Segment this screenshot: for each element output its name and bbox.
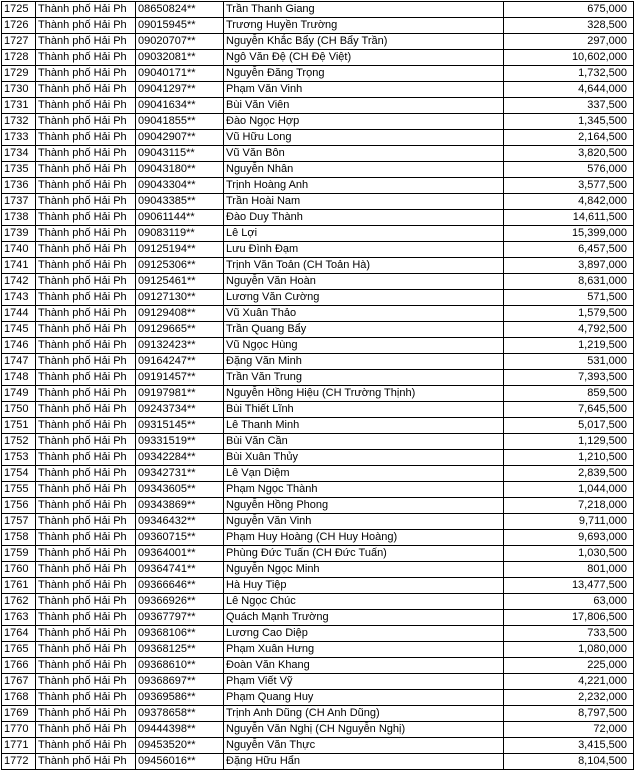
customer-name-cell[interactable]: Nguyễn Văn Nghị (CH Nguyễn Nghị) [224, 722, 504, 738]
phone-cell[interactable]: 09343605** [136, 482, 224, 498]
phone-cell[interactable]: 09041297** [136, 82, 224, 98]
table-row [2, 226, 634, 242]
amount-cell[interactable]: 15,399,000 [504, 226, 634, 242]
phone-cell[interactable]: 09041634** [136, 98, 224, 114]
phone-cell[interactable]: 09042907** [136, 130, 224, 146]
customer-name-cell[interactable]: Nguyễn Đăng Trọng [224, 66, 504, 82]
amount-cell[interactable]: 3,415,500 [504, 738, 634, 754]
customer-name-cell[interactable]: Vũ Xuân Thảo [224, 306, 504, 322]
table-row [2, 530, 634, 546]
row-number-cell[interactable]: 1731 [2, 98, 36, 114]
customer-name-cell[interactable]: Nguyễn Văn Hoàn [224, 274, 504, 290]
table-row [2, 242, 634, 258]
amount-cell[interactable]: 10,602,000 [504, 50, 634, 66]
row-number-cell[interactable]: 1768 [2, 690, 36, 706]
customer-name-cell[interactable]: Hà Huy Tiệp [224, 578, 504, 594]
city-cell[interactable]: Thành phố Hải Ph [36, 642, 136, 658]
customer-name-cell[interactable]: Bùi Văn Viên [224, 98, 504, 114]
phone-cell[interactable]: 09342731** [136, 466, 224, 482]
row-number-cell[interactable]: 1730 [2, 82, 36, 98]
amount-cell[interactable]: 1,579,500 [504, 306, 634, 322]
table-row [2, 290, 634, 306]
phone-cell[interactable]: 09342284** [136, 450, 224, 466]
phone-cell[interactable]: 09456016** [136, 754, 224, 770]
row-number-cell[interactable]: 1766 [2, 658, 36, 674]
phone-cell[interactable]: 09043304** [136, 178, 224, 194]
row-number-cell[interactable]: 1737 [2, 194, 36, 210]
city-cell[interactable]: Thành phố Hải Ph [36, 706, 136, 722]
row-number-cell[interactable]: 1747 [2, 354, 36, 370]
customer-name-cell[interactable]: Phạm Ngọc Thành [224, 482, 504, 498]
customer-name-cell[interactable]: Bùi Xuân Thủy [224, 450, 504, 466]
table-row [2, 402, 634, 418]
phone-cell[interactable]: 09191457** [136, 370, 224, 386]
amount-cell[interactable]: 531,000 [504, 354, 634, 370]
amount-cell[interactable]: 2,839,500 [504, 466, 634, 482]
phone-cell[interactable]: 09127130** [136, 290, 224, 306]
city-cell[interactable]: Thành phố Hải Ph [36, 498, 136, 514]
customer-table [1, 1, 634, 770]
phone-cell[interactable]: 09369586** [136, 690, 224, 706]
amount-cell[interactable]: 3,897,000 [504, 258, 634, 274]
phone-cell[interactable]: 09040171** [136, 66, 224, 82]
customer-name-cell[interactable]: Lưu Đình Đạm [224, 242, 504, 258]
customer-name-cell[interactable]: Trịnh Anh Dũng (CH Anh Dũng) [224, 706, 504, 722]
amount-cell[interactable]: 2,232,000 [504, 690, 634, 706]
city-cell[interactable]: Thành phố Hải Ph [36, 2, 136, 18]
city-cell[interactable]: Thành phố Hải Ph [36, 594, 136, 610]
table-row [2, 194, 634, 210]
amount-cell[interactable]: 801,000 [504, 562, 634, 578]
table-row [2, 754, 634, 770]
customer-name-cell[interactable]: Vũ Văn Bôn [224, 146, 504, 162]
phone-cell[interactable]: 09015945** [136, 18, 224, 34]
city-cell[interactable]: Thành phố Hải Ph [36, 82, 136, 98]
table-row [2, 66, 634, 82]
city-cell[interactable]: Thành phố Hải Ph [36, 546, 136, 562]
amount-cell[interactable]: 3,577,500 [504, 178, 634, 194]
table-row [2, 482, 634, 498]
amount-cell[interactable]: 9,711,000 [504, 514, 634, 530]
phone-cell[interactable]: 09243734** [136, 402, 224, 418]
amount-cell[interactable]: 14,611,500 [504, 210, 634, 226]
customer-name-cell[interactable]: Trương Huyền Trường [224, 18, 504, 34]
table-row [2, 258, 634, 274]
customer-name-cell[interactable]: Phạm Văn Vinh [224, 82, 504, 98]
row-number-cell[interactable]: 1746 [2, 338, 36, 354]
city-cell[interactable]: Thành phố Hải Ph [36, 98, 136, 114]
row-number-cell[interactable]: 1727 [2, 34, 36, 50]
table-row [2, 722, 634, 738]
phone-cell[interactable]: 09125194** [136, 242, 224, 258]
amount-cell[interactable]: 4,842,000 [504, 194, 634, 210]
row-number-cell[interactable]: 1754 [2, 466, 36, 482]
table-row [2, 370, 634, 386]
table-row [2, 498, 634, 514]
customer-name-cell[interactable]: Bùi Văn Cần [224, 434, 504, 450]
amount-cell[interactable]: 7,645,500 [504, 402, 634, 418]
row-number-cell[interactable]: 1736 [2, 178, 36, 194]
row-number-cell[interactable]: 1770 [2, 722, 36, 738]
table-row [2, 690, 634, 706]
city-cell[interactable]: Thành phố Hải Ph [36, 738, 136, 754]
city-cell[interactable]: Thành phố Hải Ph [36, 50, 136, 66]
amount-cell[interactable]: 4,792,500 [504, 322, 634, 338]
row-number-cell[interactable]: 1734 [2, 146, 36, 162]
phone-cell[interactable]: 09444398** [136, 722, 224, 738]
city-cell[interactable]: Thành phố Hải Ph [36, 658, 136, 674]
table-row [2, 626, 634, 642]
city-cell[interactable]: Thành phố Hải Ph [36, 418, 136, 434]
customer-name-cell[interactable]: Lê Vạn Diệm [224, 466, 504, 482]
customer-name-cell[interactable]: Trần Văn Trung [224, 370, 504, 386]
customer-name-cell[interactable]: Lê Thanh Minh [224, 418, 504, 434]
city-cell[interactable]: Thành phố Hải Ph [36, 466, 136, 482]
amount-cell[interactable]: 328,500 [504, 18, 634, 34]
phone-cell[interactable]: 09315145** [136, 418, 224, 434]
amount-cell[interactable]: 72,000 [504, 722, 634, 738]
customer-name-cell[interactable]: Trịnh Hoàng Anh [224, 178, 504, 194]
customer-name-cell[interactable]: Vũ Ngọc Hùng [224, 338, 504, 354]
amount-cell[interactable]: 3,820,500 [504, 146, 634, 162]
customer-name-cell[interactable]: Phùng Đức Tuấn (CH Đức Tuấn) [224, 546, 504, 562]
customer-name-cell[interactable]: Phạm Quang Huy [224, 690, 504, 706]
city-cell[interactable]: Thành phố Hải Ph [36, 290, 136, 306]
phone-cell[interactable]: 09032081** [136, 50, 224, 66]
row-number-cell[interactable]: 1758 [2, 530, 36, 546]
table-row [2, 338, 634, 354]
city-cell[interactable]: Thành phố Hải Ph [36, 146, 136, 162]
amount-cell[interactable]: 6,457,500 [504, 242, 634, 258]
phone-cell[interactable]: 08650824** [136, 2, 224, 18]
customer-name-cell[interactable]: Lương Cao Diệp [224, 626, 504, 642]
table-row [2, 578, 634, 594]
city-cell[interactable]: Thành phố Hải Ph [36, 434, 136, 450]
city-cell[interactable]: Thành phố Hải Ph [36, 114, 136, 130]
amount-cell[interactable]: 1,129,500 [504, 434, 634, 450]
customer-name-cell[interactable]: Lê Lợi [224, 226, 504, 242]
table-row [2, 162, 634, 178]
phone-cell[interactable]: 09197981** [136, 386, 224, 402]
row-number-cell[interactable]: 1745 [2, 322, 36, 338]
row-number-cell[interactable]: 1729 [2, 66, 36, 82]
city-cell[interactable]: Thành phố Hải Ph [36, 194, 136, 210]
customer-name-cell[interactable]: Đào Duy Thành [224, 210, 504, 226]
customer-name-cell[interactable]: Nguyễn Khắc Bẩy (CH Bẩy Trần) [224, 34, 504, 50]
city-cell[interactable]: Thành phố Hải Ph [36, 306, 136, 322]
customer-name-cell[interactable]: Nguyễn Văn Vinh [224, 514, 504, 530]
city-cell[interactable]: Thành phố Hải Ph [36, 578, 136, 594]
city-cell[interactable]: Thành phố Hải Ph [36, 610, 136, 626]
phone-cell[interactable]: 09043385** [136, 194, 224, 210]
city-cell[interactable]: Thành phố Hải Ph [36, 674, 136, 690]
table-row [2, 450, 634, 466]
phone-cell[interactable]: 09343869** [136, 498, 224, 514]
customer-name-cell[interactable]: Nguyễn Nhân [224, 162, 504, 178]
city-cell[interactable]: Thành phố Hải Ph [36, 626, 136, 642]
amount-cell[interactable]: 8,631,000 [504, 274, 634, 290]
phone-cell[interactable]: 09043180** [136, 162, 224, 178]
row-number-cell[interactable]: 1743 [2, 290, 36, 306]
row-number-cell[interactable]: 1741 [2, 258, 36, 274]
table-row [2, 114, 634, 130]
amount-cell[interactable]: 1,030,500 [504, 546, 634, 562]
amount-cell[interactable]: 733,500 [504, 626, 634, 642]
phone-cell[interactable]: 09364001** [136, 546, 224, 562]
customer-name-cell[interactable]: Trần Thanh Giang [224, 2, 504, 18]
amount-cell[interactable]: 297,000 [504, 34, 634, 50]
row-number-cell[interactable]: 1744 [2, 306, 36, 322]
row-number-cell[interactable]: 1771 [2, 738, 36, 754]
table-row [2, 210, 634, 226]
customer-name-cell[interactable]: Nguyễn Hồng Phong [224, 498, 504, 514]
phone-cell[interactable]: 09041855** [136, 114, 224, 130]
city-cell[interactable]: Thành phố Hải Ph [36, 530, 136, 546]
row-number-cell[interactable]: 1732 [2, 114, 36, 130]
row-number-cell[interactable]: 1750 [2, 402, 36, 418]
city-cell[interactable]: Thành phố Hải Ph [36, 450, 136, 466]
amount-cell[interactable]: 17,806,500 [504, 610, 634, 626]
table-row [2, 306, 634, 322]
row-number-cell[interactable]: 1755 [2, 482, 36, 498]
amount-cell[interactable]: 1,080,000 [504, 642, 634, 658]
table-row [2, 146, 634, 162]
row-number-cell[interactable]: 1753 [2, 450, 36, 466]
customer-name-cell[interactable]: Quách Mạnh Trường [224, 610, 504, 626]
city-cell[interactable]: Thành phố Hải Ph [36, 370, 136, 386]
city-cell[interactable]: Thành phố Hải Ph [36, 690, 136, 706]
city-cell[interactable]: Thành phố Hải Ph [36, 178, 136, 194]
city-cell[interactable]: Thành phố Hải Ph [36, 482, 136, 498]
customer-name-cell[interactable]: Ngô Văn Đệ (CH Đệ Việt) [224, 50, 504, 66]
phone-cell[interactable]: 09125461** [136, 274, 224, 290]
customer-name-cell[interactable]: Phạm Huy Hoàng (CH Huy Hoàng) [224, 530, 504, 546]
city-cell[interactable]: Thành phố Hải Ph [36, 338, 136, 354]
phone-cell[interactable]: 09132423** [136, 338, 224, 354]
city-cell[interactable]: Thành phố Hải Ph [36, 242, 136, 258]
amount-cell[interactable]: 337,500 [504, 98, 634, 114]
amount-cell[interactable]: 13,477,500 [504, 578, 634, 594]
amount-cell[interactable]: 4,644,000 [504, 82, 634, 98]
row-number-cell[interactable]: 1767 [2, 674, 36, 690]
customer-name-cell[interactable]: Vũ Hữu Long [224, 130, 504, 146]
amount-cell[interactable]: 4,221,000 [504, 674, 634, 690]
phone-cell[interactable]: 09164247** [136, 354, 224, 370]
row-number-cell[interactable]: 1740 [2, 242, 36, 258]
city-cell[interactable]: Thành phố Hải Ph [36, 66, 136, 82]
phone-cell[interactable]: 09367797** [136, 610, 224, 626]
table-row [2, 562, 634, 578]
phone-cell[interactable]: 09368697** [136, 674, 224, 690]
row-number-cell[interactable]: 1764 [2, 626, 36, 642]
amount-cell[interactable]: 9,693,000 [504, 530, 634, 546]
city-cell[interactable]: Thành phố Hải Ph [36, 386, 136, 402]
customer-name-cell[interactable]: Lê Ngọc Chúc [224, 594, 504, 610]
phone-cell[interactable]: 09364741** [136, 562, 224, 578]
table-row [2, 2, 634, 18]
phone-cell[interactable]: 09129665** [136, 322, 224, 338]
amount-cell[interactable]: 5,017,500 [504, 418, 634, 434]
customer-name-cell[interactable]: Đào Ngọc Hợp [224, 114, 504, 130]
table-row [2, 738, 634, 754]
amount-cell[interactable]: 1,044,000 [504, 482, 634, 498]
table-row [2, 82, 634, 98]
row-number-cell[interactable]: 1760 [2, 562, 36, 578]
customer-name-cell[interactable]: Trần Hoài Nam [224, 194, 504, 210]
table-row [2, 386, 634, 402]
table-row [2, 674, 634, 690]
amount-cell[interactable]: 1,219,500 [504, 338, 634, 354]
phone-cell[interactable]: 09331519** [136, 434, 224, 450]
city-cell[interactable]: Thành phố Hải Ph [36, 34, 136, 50]
table-row [2, 98, 634, 114]
row-number-cell[interactable]: 1728 [2, 50, 36, 66]
table-row [2, 610, 634, 626]
phone-cell[interactable]: 09368125** [136, 642, 224, 658]
row-number-cell[interactable]: 1752 [2, 434, 36, 450]
city-cell[interactable]: Thành phố Hải Ph [36, 258, 136, 274]
table-row [2, 658, 634, 674]
row-number-cell[interactable]: 1742 [2, 274, 36, 290]
amount-cell[interactable]: 63,000 [504, 594, 634, 610]
row-number-cell[interactable]: 1769 [2, 706, 36, 722]
customer-name-cell[interactable]: Trần Quang Bẩy [224, 322, 504, 338]
city-cell[interactable]: Thành phố Hải Ph [36, 354, 136, 370]
row-number-cell[interactable]: 1762 [2, 594, 36, 610]
phone-cell[interactable]: 09346432** [136, 514, 224, 530]
table-row [2, 546, 634, 562]
row-number-cell[interactable]: 1761 [2, 578, 36, 594]
table-row [2, 34, 634, 50]
city-cell[interactable]: Thành phố Hải Ph [36, 514, 136, 530]
row-number-cell[interactable]: 1765 [2, 642, 36, 658]
row-number-cell[interactable]: 1725 [2, 2, 36, 18]
phone-cell[interactable]: 09125306** [136, 258, 224, 274]
row-number-cell[interactable]: 1763 [2, 610, 36, 626]
row-number-cell[interactable]: 1733 [2, 130, 36, 146]
row-number-cell[interactable]: 1756 [2, 498, 36, 514]
city-cell[interactable]: Thành phố Hải Ph [36, 562, 136, 578]
city-cell[interactable]: Thành phố Hải Ph [36, 274, 136, 290]
table-row [2, 642, 634, 658]
amount-cell[interactable]: 2,164,500 [504, 130, 634, 146]
row-number-cell[interactable]: 1738 [2, 210, 36, 226]
city-cell[interactable]: Thành phố Hải Ph [36, 226, 136, 242]
phone-cell[interactable]: 09368610** [136, 658, 224, 674]
row-number-cell[interactable]: 1735 [2, 162, 36, 178]
city-cell[interactable]: Thành phố Hải Ph [36, 130, 136, 146]
amount-cell[interactable]: 7,393,500 [504, 370, 634, 386]
customer-name-cell[interactable]: Trịnh Văn Toản (CH Toản Hà) [224, 258, 504, 274]
customer-name-cell[interactable]: Đoàn Văn Khang [224, 658, 504, 674]
customer-name-cell[interactable]: Bùi Thiết Lĩnh [224, 402, 504, 418]
table-row [2, 50, 634, 66]
table-row [2, 418, 634, 434]
phone-cell[interactable]: 09366926** [136, 594, 224, 610]
amount-cell[interactable]: 8,104,500 [504, 754, 634, 770]
table-row [2, 178, 634, 194]
table-row [2, 434, 634, 450]
phone-cell[interactable]: 09378658** [136, 706, 224, 722]
phone-cell[interactable]: 09043115** [136, 146, 224, 162]
city-cell[interactable]: Thành phố Hải Ph [36, 162, 136, 178]
city-cell[interactable]: Thành phố Hải Ph [36, 322, 136, 338]
table-row [2, 354, 634, 370]
table-row [2, 130, 634, 146]
amount-cell[interactable]: 1,732,500 [504, 66, 634, 82]
amount-cell[interactable]: 7,218,000 [504, 498, 634, 514]
row-number-cell[interactable]: 1759 [2, 546, 36, 562]
table-row [2, 466, 634, 482]
table-row [2, 594, 634, 610]
amount-cell[interactable]: 225,000 [504, 658, 634, 674]
amount-cell[interactable]: 576,000 [504, 162, 634, 178]
phone-cell[interactable]: 09360715** [136, 530, 224, 546]
amount-cell[interactable]: 571,500 [504, 290, 634, 306]
phone-cell[interactable]: 09083119** [136, 226, 224, 242]
amount-cell[interactable]: 1,210,500 [504, 450, 634, 466]
amount-cell[interactable]: 675,000 [504, 2, 634, 18]
city-cell[interactable]: Thành phố Hải Ph [36, 210, 136, 226]
row-number-cell[interactable]: 1748 [2, 370, 36, 386]
row-number-cell[interactable]: 1739 [2, 226, 36, 242]
table-row [2, 274, 634, 290]
customer-name-cell[interactable]: Nguyễn Văn Thực [224, 738, 504, 754]
amount-cell[interactable]: 1,345,500 [504, 114, 634, 130]
amount-cell[interactable]: 859,500 [504, 386, 634, 402]
city-cell[interactable]: Thành phố Hải Ph [36, 754, 136, 770]
phone-cell[interactable]: 09129408** [136, 306, 224, 322]
customer-name-cell[interactable]: Nguyễn Ngọc Minh [224, 562, 504, 578]
city-cell[interactable]: Thành phố Hải Ph [36, 402, 136, 418]
row-number-cell[interactable]: 1749 [2, 386, 36, 402]
table-body [2, 2, 634, 770]
amount-cell[interactable]: 8,797,500 [504, 706, 634, 722]
customer-name-cell[interactable]: Phạm Xuân Hưng [224, 642, 504, 658]
customer-name-cell[interactable]: Đặng Hữu Hẩn [224, 754, 504, 770]
table-row [2, 514, 634, 530]
row-number-cell[interactable]: 1757 [2, 514, 36, 530]
customer-name-cell[interactable]: Nguyễn Hồng Hiệu (CH Trường Thịnh) [224, 386, 504, 402]
phone-cell[interactable]: 09020707** [136, 34, 224, 50]
row-number-cell[interactable]: 1772 [2, 754, 36, 770]
phone-cell[interactable]: 09366646** [136, 578, 224, 594]
city-cell[interactable]: Thành phố Hải Ph [36, 18, 136, 34]
customer-name-cell[interactable]: Đặng Văn Minh [224, 354, 504, 370]
row-number-cell[interactable]: 1726 [2, 18, 36, 34]
customer-name-cell[interactable]: Phạm Viết Vỹ [224, 674, 504, 690]
customer-name-cell[interactable]: Lương Văn Cường [224, 290, 504, 306]
table-row [2, 18, 634, 34]
phone-cell[interactable]: 09453520** [136, 738, 224, 754]
table-row [2, 706, 634, 722]
city-cell[interactable]: Thành phố Hải Ph [36, 722, 136, 738]
table-row [2, 322, 634, 338]
phone-cell[interactable]: 09061144** [136, 210, 224, 226]
phone-cell[interactable]: 09368106** [136, 626, 224, 642]
row-number-cell[interactable]: 1751 [2, 418, 36, 434]
